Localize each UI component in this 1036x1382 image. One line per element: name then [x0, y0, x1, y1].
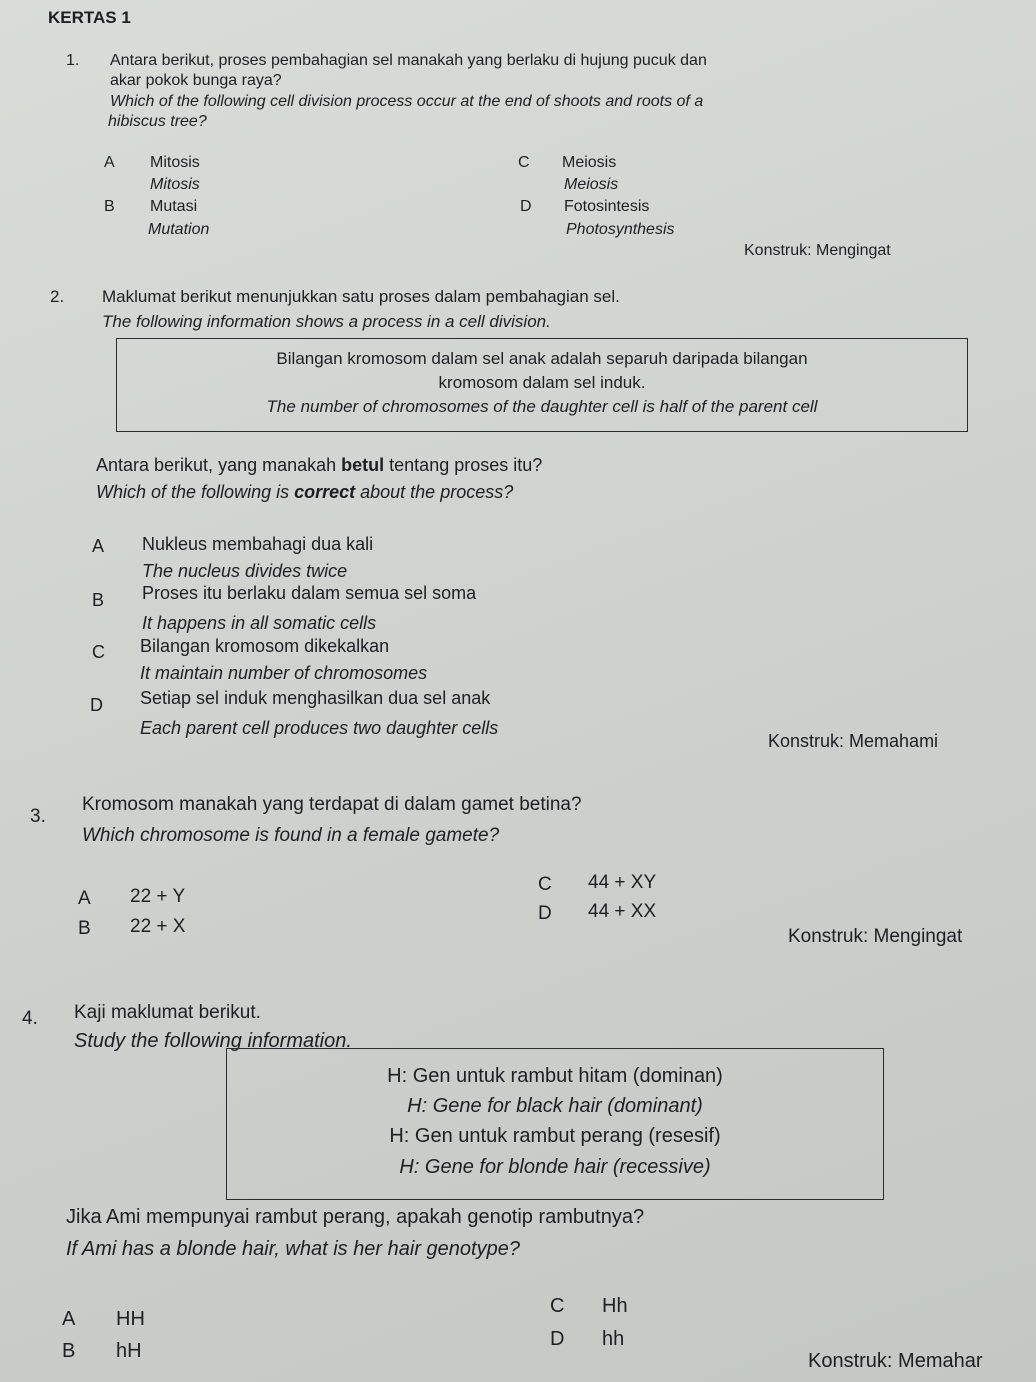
q3-number: 3.: [30, 806, 46, 827]
q1-option-b-letter: B: [104, 198, 115, 215]
q4-option-c-letter: C: [550, 1295, 565, 1317]
q3-option-c-letter: C: [538, 874, 552, 895]
q4-ask-en: If Ami has a blonde hair, what is her hair genotype?: [66, 1238, 520, 1260]
q4-info-box: [226, 1048, 884, 1200]
q4-box-line-2: H: Gene for black hair (dominant): [407, 1095, 703, 1117]
q2-option-a-en: The nucleus divides twice: [142, 561, 348, 581]
q2-box-ms-2: kromosom dalam sel induk.: [438, 373, 646, 392]
q2-ask-ms-post: tentang proses itu?: [384, 455, 543, 475]
q1-option-a-letter: A: [104, 154, 115, 171]
q3-text-ms: Kromosom manakah yang terdapat di dalam gamet betina?: [82, 794, 582, 815]
q4-option-d-text: hh: [602, 1328, 625, 1350]
q1-option-a-en: Mitosis: [150, 176, 200, 193]
q1-option-c-letter: C: [518, 154, 530, 171]
q2-option-c-en: It maintain number of chromosomes: [140, 663, 428, 683]
q2-option-d-letter: D: [90, 695, 103, 715]
q3-option-a-text: 22 + Y: [130, 886, 186, 907]
q2-info-box: [116, 338, 968, 432]
q2-option-d-ms: Setiap sel induk menghasilkan dua sel anak: [140, 688, 491, 708]
q1-option-c-en: Meiosis: [564, 176, 619, 193]
q2-number: 2.: [50, 287, 65, 306]
q4-text-ms: Kaji maklumat berikut.: [74, 1002, 261, 1023]
paper-header: KERTAS 1: [48, 8, 131, 27]
q4-text-en: Study the following information.: [74, 1030, 352, 1052]
q3-option-d-letter: D: [538, 903, 552, 924]
q2-ask-ms: [96, 455, 542, 476]
q4-construct: Konstruk: Memahar: [808, 1350, 983, 1372]
q3-text-en: Which chromosome is found in a female gamete?: [82, 825, 500, 846]
q4-box-line-4: H: Gene for blonde hair (recessive): [399, 1156, 711, 1178]
q2-option-b-en: It happens in all somatic cells: [142, 613, 377, 633]
q2-option-b-ms: Proses itu berlaku dalam semua sel soma: [142, 583, 477, 603]
q1-option-a-ms: Mitosis: [150, 154, 200, 171]
q4-option-a-letter: A: [62, 1308, 76, 1330]
q2-box-en: The number of chromosomes of the daughter cell is half of the parent cell: [266, 397, 818, 416]
q4-ask-ms: Jika Ami mempunyai rambut perang, apakah genotip rambutnya?: [66, 1206, 645, 1228]
q2-option-c-ms: Bilangan kromosom dikekalkan: [140, 636, 390, 656]
q1-text-ms-2: akar pokok bunga raya?: [110, 72, 282, 89]
q2-text-en: The following information shows a process in a cell division.: [102, 312, 551, 331]
q4-option-b-text: hH: [116, 1340, 142, 1362]
q2-option-d-en: Each parent cell produces two daughter cells: [140, 718, 499, 738]
q3-construct: Konstruk: Mengingat: [788, 926, 963, 947]
q1-option-c-ms: Meiosis: [562, 154, 617, 171]
q4-box-line-3: H: Gen untuk rambut perang (resesif): [389, 1125, 721, 1147]
q1-option-d-en: Photosynthesis: [566, 221, 675, 238]
q2-option-b-letter: B: [92, 590, 105, 610]
q4-box-line-1: H: Gen untuk rambut hitam (dominan): [387, 1065, 723, 1087]
q4-option-c-text: Hh: [602, 1295, 628, 1317]
q1-text-en-1: Which of the following cell division process occur at the end of shoots and roots of a: [110, 93, 704, 110]
q2-text-ms: Maklumat berikut menunjukkan satu proses dalam pembahagian sel.: [102, 287, 620, 306]
q3-option-c-text: 44 + XY: [588, 872, 657, 893]
q4-option-d-letter: D: [550, 1328, 565, 1350]
q4-option-b-letter: B: [62, 1340, 76, 1362]
q2-ask-en: [96, 482, 513, 503]
q3-option-b-letter: B: [78, 918, 91, 939]
q2-ask-en-pre: Which of the following is: [96, 482, 295, 502]
q1-text-en-2: hibiscus tree?: [108, 113, 207, 130]
q3-option-b-text: 22 + X: [130, 916, 186, 937]
q3-option-d-text: 44 + XX: [588, 901, 657, 922]
q1-option-b-en: Mutation: [148, 221, 210, 238]
q2-ask-en-post: about the process?: [355, 482, 514, 502]
q1-option-d-letter: D: [520, 198, 532, 215]
q1-construct: Konstruk: Mengingat: [744, 242, 891, 259]
q1-option-d-ms: Fotosintesis: [564, 198, 650, 215]
q1-text-ms-1: Antara berikut, proses pembahagian sel manakah yang berlaku di hujung pucuk dan: [110, 52, 707, 69]
q2-option-a-ms: Nukleus membahagi dua kali: [142, 534, 374, 554]
q2-box-ms-1: Bilangan kromosom dalam sel anak adalah separuh daripada bilangan: [276, 349, 808, 368]
q2-option-a-letter: A: [92, 536, 105, 556]
q1-option-b-ms: Mutasi: [150, 198, 198, 215]
q2-ask-ms-pre: Antara berikut, yang manakah: [96, 455, 342, 475]
q3-option-a-letter: A: [78, 888, 91, 909]
q1-number: 1.: [66, 52, 80, 69]
q2-construct: Konstruk: Memahami: [768, 731, 939, 751]
q4-number: 4.: [22, 1008, 38, 1029]
q2-ask-en-bold: correct: [294, 482, 356, 502]
q4-option-a-text: HH: [116, 1308, 145, 1330]
q2-option-c-letter: C: [92, 642, 105, 662]
q2-ask-ms-bold: betul: [341, 455, 385, 475]
